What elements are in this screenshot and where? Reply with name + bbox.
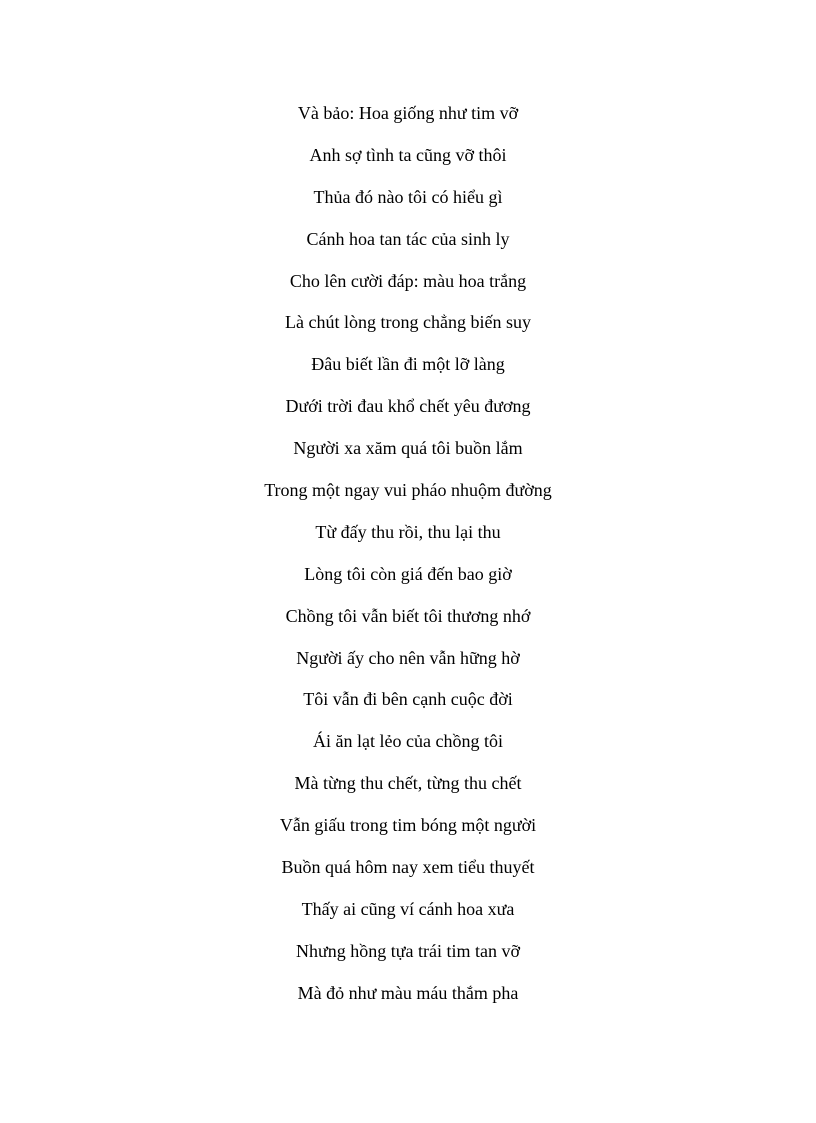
poem-line: Ái ăn lạt lẻo của chồng tôi [313,731,503,752]
poem-line: Tôi vẫn đi bên cạnh cuộc đời [303,689,513,710]
poem-line: Và bảo: Hoa giống như tim vỡ [297,103,519,123]
poem-line: Người ấy cho nên vẫn hững hờ [296,647,520,668]
poem-line: Thấy ai cũng ví cánh hoa xưa [301,898,515,919]
poem-line: Vẫn giấu trong tim bóng một người [279,815,537,836]
poem-line: Từ đấy thu rồi, thu lại thu [315,521,501,542]
poem-line: Mà đỏ như màu máu thắm pha [297,982,519,1003]
poem-line: Thủa đó nào tôi có hiểu gì [313,186,503,207]
poem-line: Cho lên cười đáp: màu hoa trắng [289,270,527,291]
poem-line: Cánh hoa tan tác của sinh ly [306,228,510,249]
poem-line: Chồng tôi vẫn biết tôi thương nhớ [285,605,531,626]
poem-line: Nhưng hồng tựa trái tim tan vỡ [296,940,520,961]
poem-line: Đâu biết lần đi một lỡ làng [311,354,505,375]
poem-line: Buồn quá hôm nay xem tiểu thuyết [281,857,535,878]
poem-body [0,101,816,1023]
poem-line: Anh sợ tình ta cũng vỡ thôi [309,144,507,165]
poem-line: Là chút lòng trong chẳng biến suy [285,312,531,333]
poem-line: Người xa xăm quá tôi buồn lắm [293,438,523,459]
poem-line: Dưới trời đau khổ chết yêu đương [285,396,531,417]
poem-line: Mà từng thu chết, từng thu chết [294,773,522,794]
poem-line: Lòng tôi còn giá đến bao giờ [304,563,512,584]
poem-line: Trong một ngay vui pháo nhuộm đường [264,480,552,501]
